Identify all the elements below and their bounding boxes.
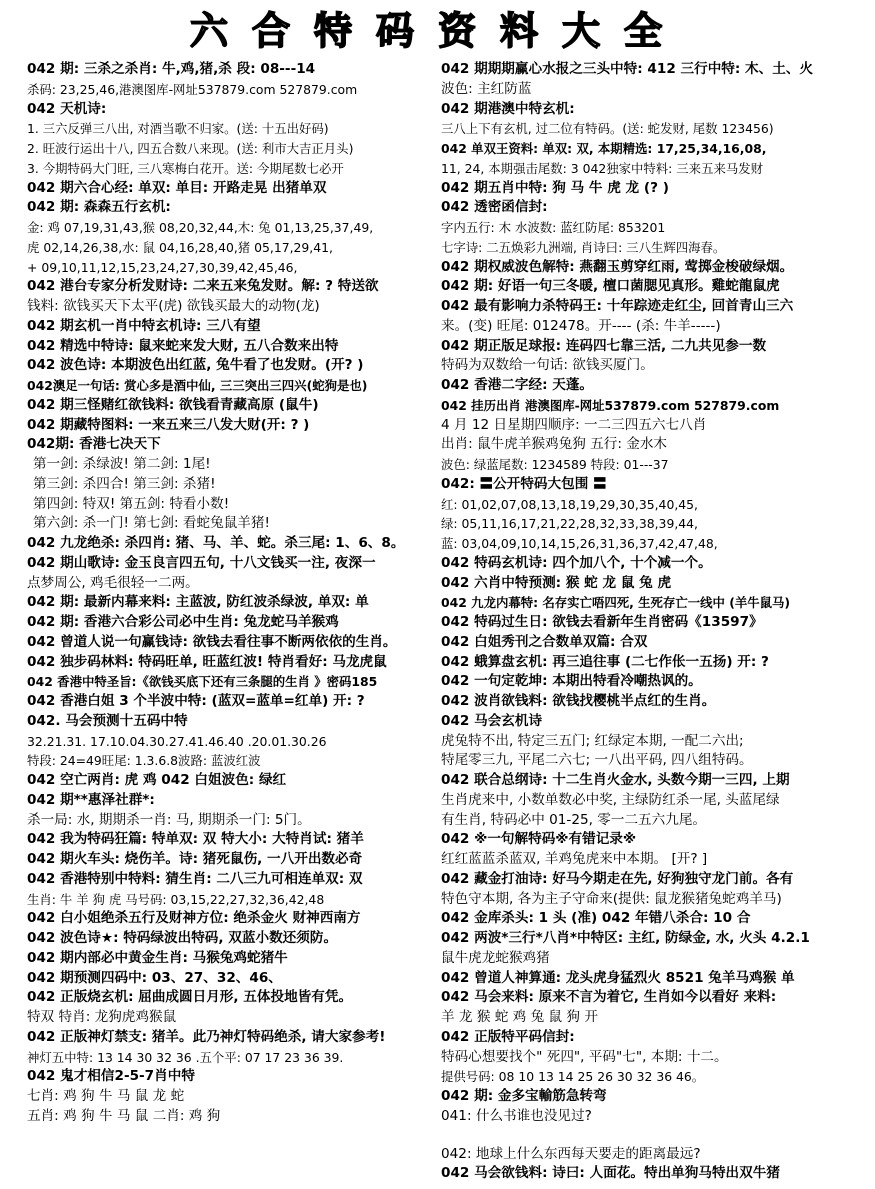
left-text-line: 第六剑: 杀一门! 第七剑: 看蛇兔鼠羊猪! [33,515,270,532]
right-text-line: 042 期期期赢心水报之三头中特: 412 三行中特: 木、土、火 [441,61,814,77]
left-text-line: 042 期山歌诗: 金玉良言四五句, 十八文钱买一注, 夜深一 [27,554,376,571]
right-text-line: 出肖: 鼠牛虎羊猴鸡兔狗 五行: 金水木 [441,436,668,453]
left-column [27,60,442,1127]
left-text-line: 生肖: 牛 羊 狗 虎 马号码: 03,15,22,27,32,36,42,48 [27,891,325,907]
right-text-line: 有生肖, 特码必中 01-25, 零一二五六九尾。 [441,811,707,828]
left-text-line: 042 期**惠泽社群*: [27,791,155,808]
right-text-line: 042 最有影响力杀特码王: 十年踪迹走红尘, 回首青山三六 [441,298,794,314]
right-text-line: 11, 24, 本期强击尾数: 3 042独家中特料: 三来五来马发财 [441,160,764,176]
left-text-line: 042 期: 森森五行玄机: [27,199,171,216]
left-text-line: 杀码: 23,25,46,港澳图库-网址537879.com 527879.com [27,81,358,97]
left-text-line: 042 香港特别中特料: 猜生肖: 二八三九可相连单双: 双 [27,870,363,887]
left-text-line: 042 期火车头: 烧伤羊。诗: 猪死鼠伤, 一八开出数必奇 [27,851,363,867]
right-text-line: 羊 龙 猴 蛇 鸡 兔 鼠 狗 开 [441,1009,598,1025]
right-text-line: 042 白姐秀刊之合数单双篇: 合双 [441,633,648,650]
right-text-line: 042 透密函信封: [441,199,548,216]
right-text-line: 042 马会来料: 原来不言为着它, 生肖如今以看好 来料: [441,989,777,1006]
right-text-line: 字内五行: 木 水波数: 蓝红防尾: 853201 [441,220,666,235]
left-text-line: 五肖: 鸡 狗 牛 马 鼠 二肖: 鸡 狗 [27,1107,221,1124]
page-title: 六合特码资料大全 [189,9,686,53]
left-text-line: 神灯五中特: 13 14 30 32 36 .五个平: 07 17 23 36 39. [27,1049,344,1065]
right-text-line: 三八上下有玄机, 过二位有特码。(送: 蛇发财, 尾数 123456) [441,121,774,137]
left-text-line: 042期: 香港七决天下 [27,436,161,453]
left-text-line: 042 期: 最新内幕来料: 主蓝波, 防红波杀绿波, 单双: 单 [27,594,369,611]
left-text-line: 042 香港白姐 3 个半波中特: (蓝双=蓝单=红单) 开: ? [27,693,365,709]
left-text-line: 042 期: 三杀之杀肖: 牛,鸡,猪,杀 段: 08---14 [27,61,316,77]
left-text-line: 042 波色诗★: 特码绿波出特码, 双蓝小数还须防。 [27,930,338,946]
left-text-line: 042 正版神灯禁支: 猪羊。此乃神灯特码绝杀, 请大家参考! [27,1028,386,1045]
page-title-banner [0,6,875,56]
left-text-line: 第三剑: 杀四合! 第三剑: 杀猪! [33,475,216,492]
right-text-line [441,1127,871,1136]
right-text-line: 042 曾道人神算通: 龙头虎身猛烈火 8521 兔羊马鸡猴 单 [441,969,795,986]
right-text-line: 特尾零三九, 平尾二六七; 一八出平码, 四八组特码。 [441,752,753,769]
right-text-line: 042 挂历出肖 港澳图库-网址537879.com 527879.com [441,397,780,413]
left-text-line: 042 波色诗: 本期波色出红蓝, 兔牛看了也发财。(开? ) [27,357,364,374]
left-text-line: 042 精选中特诗: 鼠来蛇来发大财, 五八合数来出特 [27,337,339,354]
right-text-line: 生肖虎来中, 小数单数必中奖, 主绿防红杀一尾, 头蓝尾绿 [441,791,780,808]
left-text-line: 虎 02,14,26,38,水: 鼠 04,16,28,40,猪 05,17,29,41, [27,239,333,255]
left-text-line: 042 港台专家分析发财诗: 二来五来兔发财。解: ? 特送欲 [27,278,379,295]
right-text-line: 042: 地球上什么东西每天要走的距离最远? [441,1145,701,1162]
right-text-line: 特色守本期, 各为主子守命来(提供: 鼠龙猴猪兔蛇鸡羊马) [441,890,782,907]
right-text-line: 042 期权威波色解特: 燕翻玉剪穿红雨, 莺掷金梭破绿烟。 [441,258,794,275]
right-text-line: 042 正版特平码信封: [441,1028,575,1045]
left-text-line: 特双 特肖: 龙狗虎鸡猴鼠 [27,1009,177,1025]
right-text-line: 波色: 主红防蓝 [441,80,532,97]
right-text-line: 042 ※一句解特码※有错记录※ [441,831,637,848]
right-text-line: 红: 01,02,07,08,13,18,19,29,30,35,40,45, [441,496,698,512]
right-text-line: 绿: 05,11,16,17,21,22,28,32,33,38,39,44, [441,516,698,532]
left-text-line: 042 九龙绝杀: 杀四肖: 猪、马、羊、蛇。杀三尾: 1、6、8。 [27,535,405,551]
left-text-line: 2. 旺波行运出十八, 四五合数八来现。(送: 利市大吉正月头) [27,141,354,156]
right-text-line: 鼠牛虎龙蛇猴鸡猪 [441,949,550,966]
left-text-line: 第四剑: 特双! 第五剑: 特看小数! [33,495,230,512]
right-text-line: 042 期: 好语一句三冬暖, 檀口菌腮见真形。雞蛇龍鼠虎 [441,278,780,295]
right-text-line: 波色: 绿蓝尾数: 1234589 特段: 01---37 [441,457,669,472]
right-text-line: 042: 〓公开特码大包围 〓 [441,475,607,492]
right-text-line: 来。(变) 旺尾: 012478。开---- (杀: 牛羊-----) [441,317,721,334]
right-text-line: 特码心想要找个" 死四", 平码"七", 本期: 十二。 [441,1048,728,1065]
left-text-line: 042澳足一句话: 赏心多是酒中仙, 三三突出三四兴(蛇狗是也) [27,378,368,393]
left-text-line: 042 期内部必中黄金生肖: 马猴兔鸡蛇猪牛 [27,949,288,966]
left-text-line: 32.21.31. 17.10.04.30.27.41.46.40 .20.01.30.26 [27,733,327,749]
right-text-line: 042 特码玄机诗: 四个加八个, 十个减一个。 [441,554,712,571]
left-text-line: 第一剑: 杀绿波! 第二剑: 1尾! [33,456,211,472]
left-text-line: 金: 鸡 07,19,31,43,猴 08,20,32,44,木: 兔 01,13,25,37,49, [27,220,374,235]
left-text-line: 042 鬼才相信2-5-7肖中特 [27,1068,195,1085]
left-text-line: 042 空亡两肖: 虎 鸡 042 白姐波色: 绿红 [27,772,287,788]
left-text-line: 042 期: 香港六合彩公司必中生肖: 兔龙蛇马羊猴鸡 [27,614,339,630]
left-text-line: + 09,10,11,12,15,23,24,27,30,39,42,45,46, [27,259,298,275]
right-text-line: 041: 什么书谁也没见过? [441,1107,592,1124]
right-text-line: 042 马会欲钱料: 诗曰: 人面花。特出单狗马特出双牛猪 [441,1165,780,1182]
title-outline-text [188,6,688,54]
left-text-line: 042 期六合心经: 单双: 单目: 开路走晃 出猪单双 [27,179,327,196]
left-text-line: 3. 今期特码大门旺, 三八寒梅白花开。送: 今期尾数七必开 [27,160,344,176]
left-text-line: 杀一局: 水, 期期杀一肖: 马, 期期杀一门: 5门。 [27,811,311,828]
right-text-line: 042 特码过生日: 欲钱去看新年生肖密码《13597》 [441,614,763,630]
right-text-line: 提供号码: 08 10 13 14 25 26 30 32 36 46。 [441,1069,705,1085]
right-text-line [441,1136,871,1145]
left-text-line: 042. 马会预测十五码中特 [27,712,188,729]
right-text-line: 042 藏金打油诗: 好马今期走在先, 好狗独守龙门前。各有 [441,870,794,887]
left-text-line: 1. 三六反弹三八出, 对酒当歌不归家。(送: 十五出好码) [27,121,329,137]
right-text-line: 七字诗: 二五焕彩九洲端, 肖诗曰: 三八生辉四海春。 [441,239,726,255]
left-text-line: 042 期三怪赌红欲钱料: 欲钱看青藏高原 (鼠牛) [27,396,319,413]
left-text-line: 042 天机诗: [27,100,107,117]
left-text-line: 042 期玄机一肖中特玄机诗: 三八有望 [27,317,261,334]
right-text-line: 042 单双王资料: 单双: 双, 本期精选: 17,25,34,16,08, [441,141,767,156]
right-text-line: 042 蛾算盘玄机: 再三追往事 (二七作伥一五扬) 开: ? [441,653,769,670]
left-text-line: 042 期预测四码中: 03、27、32、46、 [27,969,282,986]
right-text-line: 4 月 12 日星期四顺序: 一二三四五六七八肖 [441,416,707,433]
left-text-line: 钱料: 欲钱买天下太平(虎) 欲钱买最大的动物(龙) [27,298,320,314]
left-text-line: 042 白小姐绝杀五行及财神方位: 绝杀金火 财神西南方 [27,910,361,927]
right-text-line: 042 期: 金多宝輸筋急转弯 [441,1088,607,1104]
right-text-line: 042 六肖中特预测: 猴 蛇 龙 鼠 兔 虎 [441,574,672,591]
left-text-line: 042 曾道人说一句赢钱诗: 欲钱去看往事不断两依依的生肖。 [27,633,397,650]
left-text-line: 042 我为特码狂篇: 特单双: 双 特大小: 大特肖试: 猪羊 [27,831,364,848]
left-text-line: 042 香港中特圣旨:《欲钱买底下还有三条腿的生肖 》密码185 [27,674,378,690]
left-text-line: 特段: 24=49旺尾: 1.3.6.8波路: 蓝波红波 [27,753,261,769]
right-text-line: 蓝: 03,04,09,10,14,15,26,31,36,37,42,47,48, [441,536,718,551]
right-text-line: 042 九龙内幕特: 名存实亡唔四死, 生死存亡一线中 (羊牛鼠马) [441,595,791,611]
right-text-line: 红红蓝蓝杀蓝双, 羊鸡兔虎来中本期。 [开? ] [441,851,708,867]
right-text-line: 042 期港澳中特玄机: [441,100,575,117]
left-text-line: 042 期藏特图料: 一来五来三八发大财(开: ? ) [27,416,310,433]
right-text-line: 042 联合总纲诗: 十二生肖火金水, 头数今期一三四, 上期 [441,772,790,788]
right-text-line: 042 金库杀头: 1 头 (准) 042 年错八杀合: 10 合 [441,910,751,927]
left-text-line: 042 独步码林料: 特码旺单, 旺蓝红波! 特肖看好: 马龙虎鼠 [27,653,387,670]
left-text-line: 点梦周公, 鸡毛很轻一二两。 [27,574,199,591]
right-text-line: 042 马会玄机诗 [441,712,543,729]
right-text-line: 042 期正版足球报: 连码四七靠三活, 二九共见参一数 [441,337,767,354]
right-text-line: 042 期五肖中特: 狗 马 牛 虎 龙 (? ) [441,179,669,196]
right-text-line: 042 香港二字经: 天蓬。 [441,377,594,393]
right-text-line: 042 一句定乾坤: 本期出特看冷嘲热讽的。 [441,673,702,690]
right-text-line: 特码为双数给一句话: 欲钱买厦门。 [441,357,654,374]
left-text-line: 七肖: 鸡 狗 牛 马 鼠 龙 蛇 [27,1088,185,1104]
right-text-line: 虎兔特不出, 特定三五门; 红绿定本期, 一配二六出; [441,732,744,749]
right-column [441,60,871,1184]
left-text-line: 042 正版烧玄机: 屈曲成圆日月形, 五体投地皆有凭。 [27,989,353,1006]
right-text-line: 042 两波*三行*八肖*中特区: 主红, 防绿金, 水, 火头 4.2.1 [441,930,810,946]
right-text-line: 042 波肖欲钱料: 欲钱找樱桃半点红的生肖。 [441,693,716,709]
